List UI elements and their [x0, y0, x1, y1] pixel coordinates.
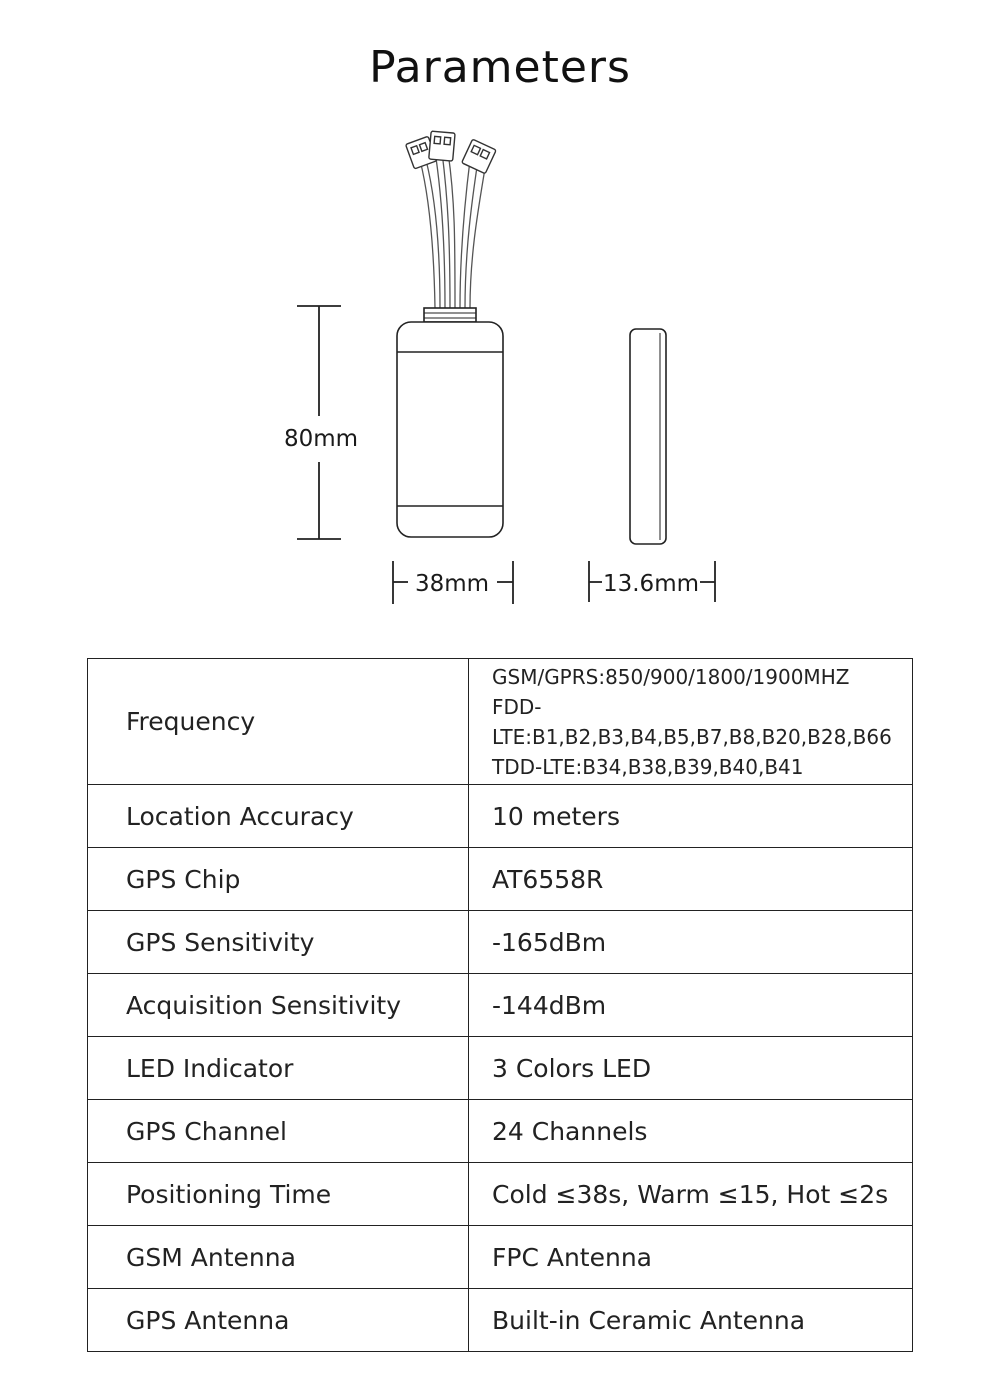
spec-label: GPS Sensitivity: [88, 911, 469, 974]
table-row: [88, 1226, 913, 1289]
wire-connectors: [406, 131, 497, 174]
spec-value: -165dBm: [469, 911, 913, 974]
frequency-line: TDD-LTE:B34,B38,B39,B40,B41: [492, 754, 804, 779]
table-row: [88, 1037, 913, 1100]
height-dimension-label: 80mm: [283, 426, 359, 452]
spec-value: Built-in Ceramic Antenna: [469, 1289, 913, 1352]
frequency-line: GSM/GPRS:850/900/1800/1900MHZ: [492, 664, 850, 689]
table-row: [88, 659, 913, 785]
depth-dimension-label: 13.6mm: [602, 571, 700, 597]
spec-value: Cold ≤38s, Warm ≤15, Hot ≤2s: [469, 1163, 913, 1226]
height-dimension-lines: [297, 306, 341, 539]
spec-value: [469, 659, 913, 785]
table-row: [88, 1289, 913, 1352]
table-row: [88, 911, 913, 974]
spec-label: GPS Channel: [88, 1100, 469, 1163]
spec-value: 10 meters: [469, 785, 913, 848]
table-row: [88, 848, 913, 911]
specs-table: [87, 658, 913, 1352]
page-title: Parameters: [369, 42, 631, 93]
spec-label: Location Accuracy: [88, 785, 469, 848]
spec-value: -144dBm: [469, 974, 913, 1037]
width-dimension-label: 38mm: [414, 571, 490, 597]
spec-label: Acquisition Sensitivity: [88, 974, 469, 1037]
device-front-view: [397, 308, 503, 537]
device-wires: [420, 152, 486, 308]
spec-label: Frequency: [88, 659, 469, 785]
table-row: [88, 1163, 913, 1226]
spec-value: FPC Antenna: [469, 1226, 913, 1289]
device-side-view: [630, 329, 666, 544]
spec-label: LED Indicator: [88, 1037, 469, 1100]
spec-label: GSM Antenna: [88, 1226, 469, 1289]
table-row: [88, 974, 913, 1037]
spec-value: 24 Channels: [469, 1100, 913, 1163]
frequency-line: FDD-LTE:B1,B2,B3,B4,B5,B7,B8,B20,B28,B66: [492, 694, 892, 749]
spec-label: Positioning Time: [88, 1163, 469, 1226]
spec-label: GPS Chip: [88, 848, 469, 911]
device-dimension-diagram: [0, 0, 1000, 640]
spec-label: GPS Antenna: [88, 1289, 469, 1352]
table-row: [88, 785, 913, 848]
spec-value: 3 Colors LED: [469, 1037, 913, 1100]
table-row: [88, 1100, 913, 1163]
spec-value: AT6558R: [469, 848, 913, 911]
